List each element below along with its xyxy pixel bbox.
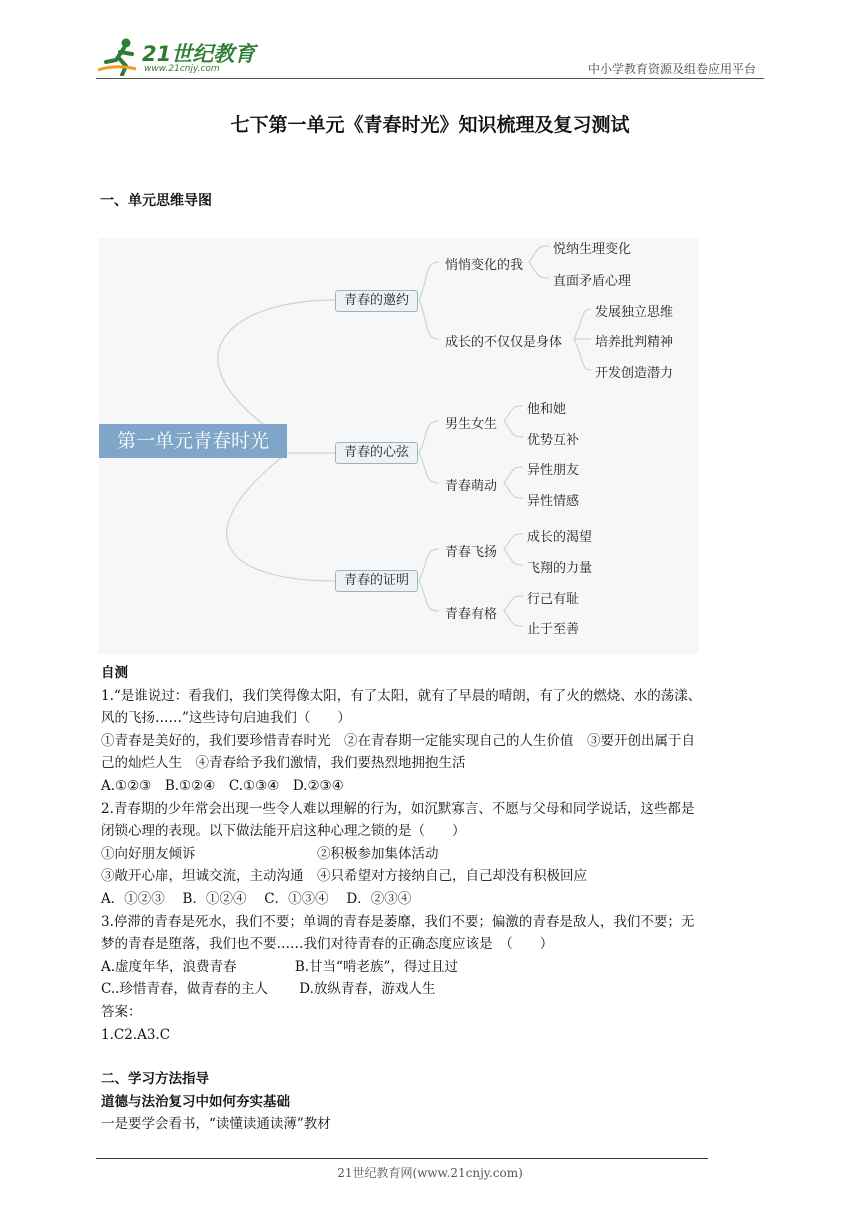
header-divider xyxy=(96,78,764,79)
quiz-line: ①青春是美好的，我们要珍惜青春时光 ②在青春期一定能实现自己的人生价值 ③要开创出属于自 xyxy=(101,732,695,749)
quiz-line: A.虚度年华，浪费青春 B.甘当“啃老族”，得过且过 xyxy=(101,958,458,975)
mind-map-topic: 成长的不仅仅是身体 xyxy=(445,335,563,350)
mind-map-branch: 青春的心弦 xyxy=(335,442,418,464)
mind-map-leaf: 飞翔的力量 xyxy=(527,561,593,576)
mind-map-topic: 青春飞扬 xyxy=(445,545,498,560)
quiz-line: 风的飞扬……”这些诗句启迪我们（ ） xyxy=(101,710,351,727)
quiz-answer-label: 答案： xyxy=(101,1003,142,1020)
quiz-line: 己的灿烂人生 ④青春给予我们激情，我们要热烈地拥抱生活 xyxy=(101,755,466,772)
mind-map-leaf: 异性情感 xyxy=(527,494,580,509)
mind-map-leaf: 行己有耻 xyxy=(527,592,580,607)
mind-map-root: 第一单元青春时光 xyxy=(99,424,287,458)
site-logo xyxy=(96,36,266,78)
mind-map-leaf: 他和她 xyxy=(527,402,567,417)
footer-text: 21世纪教育网(www.21cnjy.com) xyxy=(337,1166,523,1180)
mind-map-leaf: 止于至善 xyxy=(527,622,580,637)
mind-map xyxy=(99,238,699,654)
mind-map-branch: 青春的邀约 xyxy=(335,290,418,312)
quiz-answer: 1.C2.A3.C xyxy=(101,1026,171,1043)
quiz-line: A．①②③ B．①②④ C．①③④ D．②③④ xyxy=(101,890,412,907)
section-2-subheading: 道德与法治复习中如何夯实基础 xyxy=(101,1093,290,1110)
mind-map-topic: 男生女生 xyxy=(445,417,498,432)
mind-map-leaf: 发展独立思维 xyxy=(595,305,674,320)
quiz-line: 3.停滞的青春是死水，我们不要；单调的青春是萎靡，我们不要；偏激的青春是敌人，我们不要；无 xyxy=(101,913,695,930)
section-2-text: 一是要学会看书，“读懂读通读薄”教材 xyxy=(101,1116,331,1133)
mind-map-leaf: 培养批判精神 xyxy=(595,335,674,350)
mind-map-leaf: 悦纳生理变化 xyxy=(553,242,632,257)
mind-map-leaf: 开发创造潜力 xyxy=(595,366,674,381)
section-2 xyxy=(101,1068,763,1136)
quiz-section xyxy=(101,662,763,1046)
quiz-heading: 自测 xyxy=(101,665,128,681)
header-platform-text: 中小学教育资源及组卷应用平台 xyxy=(587,62,756,76)
quiz-line: A.①②③ B.①②④ C.①③④ D.②③④ xyxy=(101,777,344,794)
mind-map-topic: 青春萌动 xyxy=(445,479,498,494)
section-2-heading: 二、学习方法指导 xyxy=(101,1071,209,1087)
logo-brand-text: 21世纪教育 xyxy=(142,42,256,66)
quiz-line: C..珍惜青春，做青春的主人 D.放纵青春，游戏人生 xyxy=(101,981,436,998)
footer-divider xyxy=(96,1158,708,1159)
mind-map-branch: 青春的证明 xyxy=(335,570,418,592)
mind-map-leaf: 直面矛盾心理 xyxy=(553,274,632,289)
mind-map-leaf: 优势互补 xyxy=(527,433,580,448)
quiz-line: ③敞开心扉，坦诚交流，主动沟通 ④只希望对方接纳自己，自己却没有积极回应 xyxy=(101,868,587,885)
mind-map-topic: 青春有格 xyxy=(445,607,498,622)
mind-map-leaf: 异性朋友 xyxy=(527,463,580,478)
page-title: 七下第一单元《青春时光》知识梳理及复习测试 xyxy=(230,114,630,136)
quiz-line: 闭锁心理的表现。以下做法能开启这种心理之锁的是（ ） xyxy=(101,823,466,840)
mind-map-topic: 悄悄变化的我 xyxy=(445,258,524,273)
quiz-line: 1.“是谁说过：看我们，我们笑得像太阳，有了太阳，就有了早晨的晴朗，有了火的燃烧、水的荡漾、 xyxy=(101,687,702,704)
section-1-heading: 一、单元思维导图 xyxy=(100,193,212,209)
logo-url-text: www.21cnjy.com xyxy=(144,64,220,74)
mind-map-leaf: 成长的渴望 xyxy=(527,530,593,545)
runner-logo-icon xyxy=(96,36,140,76)
quiz-line: 梦的青春是堕落，我们也不要……我们对待青春的正确态度应该是 （ ） xyxy=(101,936,554,953)
quiz-line: 2.青春期的少年常会出现一些令人难以理解的行为，如沉默寡言、不愿与父母和同学说话，这些都是 xyxy=(101,800,695,817)
quiz-line: ①向好朋友倾诉 ②积极参加集体活动 xyxy=(101,845,439,862)
